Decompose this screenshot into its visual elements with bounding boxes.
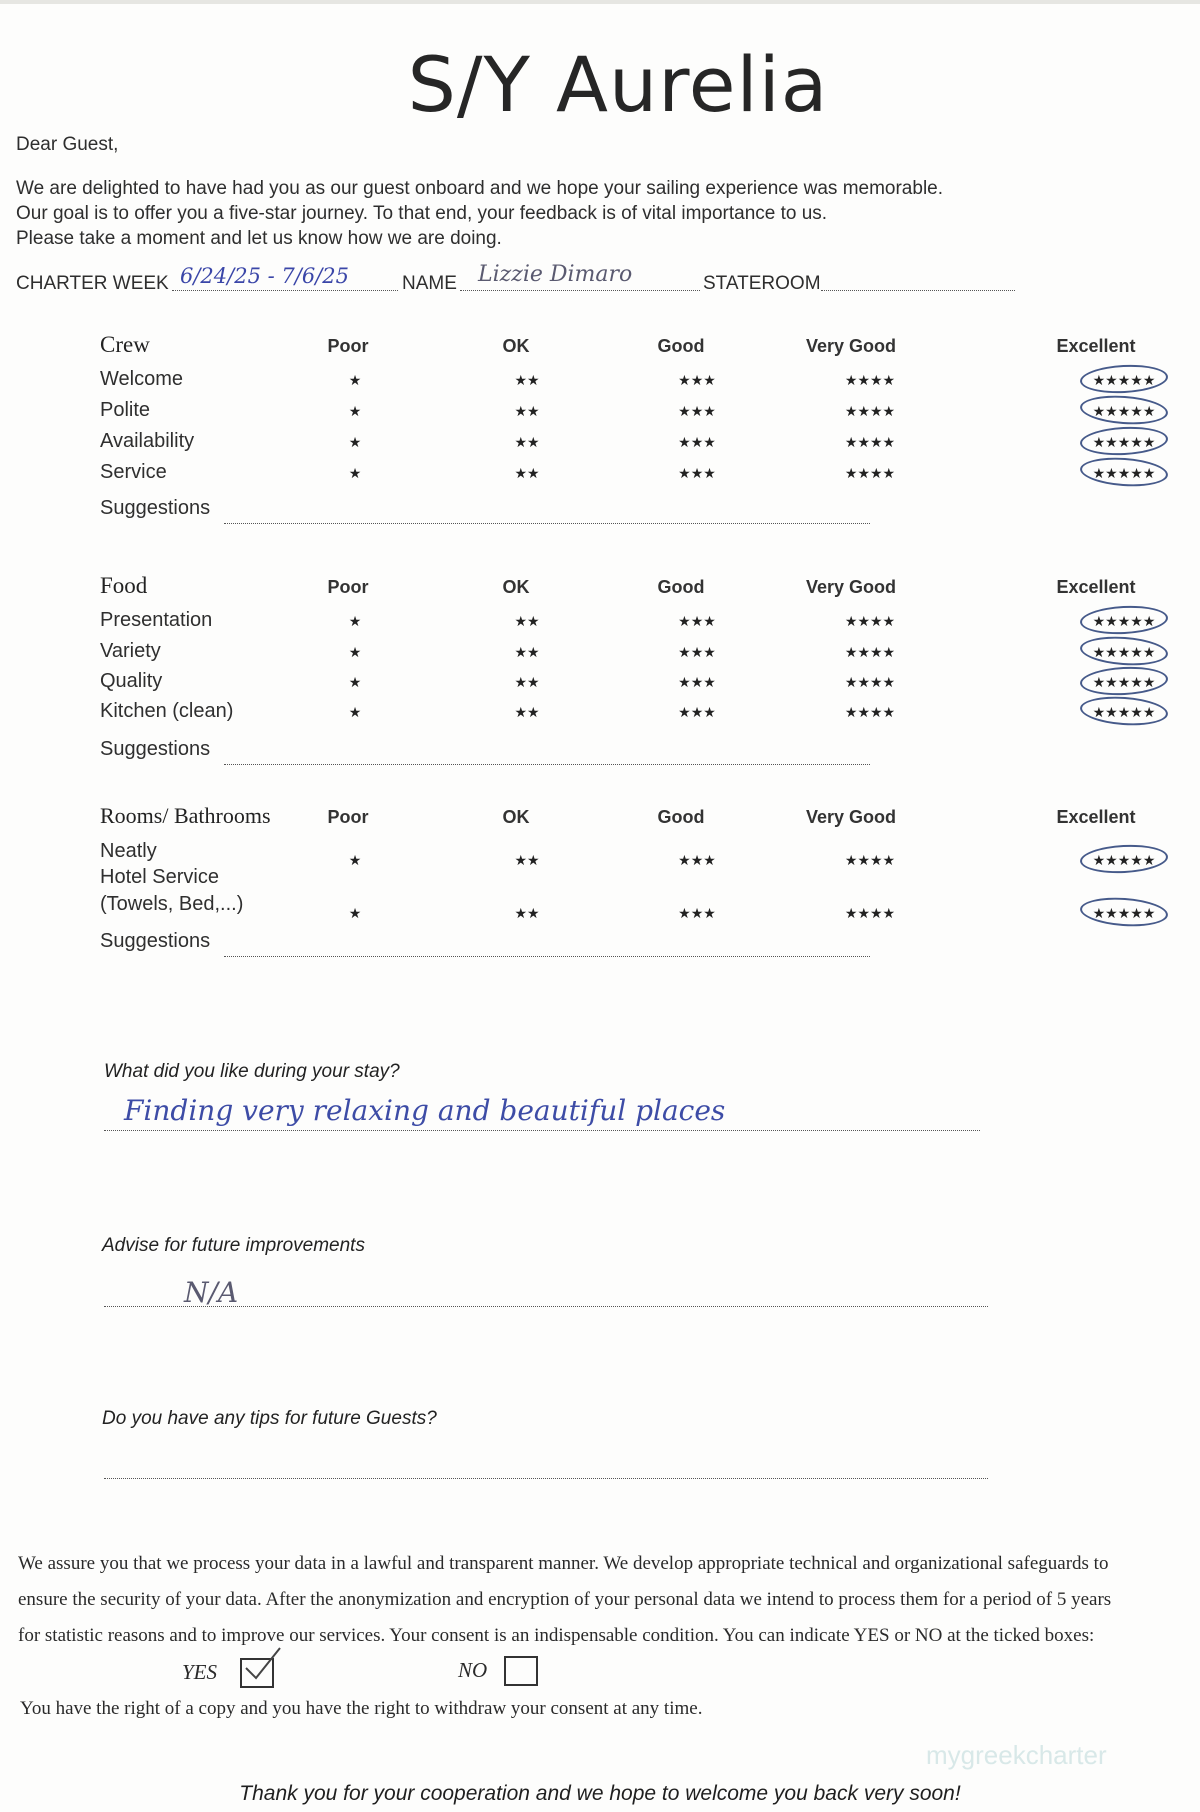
rating-option-5-stars[interactable]: ★★★★★: [1092, 644, 1156, 660]
no-checkbox[interactable]: [504, 1656, 538, 1686]
rating-option-1-stars[interactable]: ★: [348, 613, 362, 629]
rating-header-excellent: Excellent: [1056, 336, 1136, 356]
rating-option-1-stars[interactable]: ★: [348, 372, 362, 388]
rating-option-1-stars[interactable]: ★: [348, 704, 362, 720]
suggestions-line[interactable]: [224, 764, 870, 765]
suggestions-label: Suggestions: [100, 930, 211, 952]
section-title: Crew: [100, 332, 150, 357]
name-field[interactable]: [460, 290, 700, 291]
rating-header-poor: Poor: [327, 577, 369, 597]
rating-header-good: Good: [657, 577, 705, 597]
rating-option-5-stars[interactable]: ★★★★★: [1092, 704, 1156, 720]
no-label: NO: [458, 1658, 488, 1682]
rating-option-5-stars[interactable]: ★★★★★: [1092, 852, 1156, 868]
stateroom-label: STATEROOM: [703, 273, 821, 294]
rating-option-4-stars[interactable]: ★★★★: [844, 434, 896, 450]
rating-option-3-stars[interactable]: ★★★: [678, 905, 716, 921]
rating-header-ok: OK: [502, 577, 530, 597]
rating-option-4-stars[interactable]: ★★★★: [844, 613, 896, 629]
vessel-title: S/Y Aurelia: [407, 40, 829, 129]
selected-rating-circle: [1079, 694, 1169, 728]
rating-header-very-good: Very Good: [806, 577, 897, 597]
rating-header-excellent: Excellent: [1056, 577, 1136, 597]
rating-item-label: Neatly: [100, 840, 157, 862]
rating-option-2-stars[interactable]: ★★: [514, 704, 540, 720]
rating-item-label: Polite: [100, 399, 151, 421]
question-liked-answer: Finding very relaxing and beautiful places: [124, 1094, 726, 1127]
privacy-line-2: ensure the security of your data. After the anonymization and encryption of your personal data we intend to process them for a period of 5 years: [18, 1589, 1112, 1610]
charter-week-field[interactable]: [172, 290, 398, 291]
rating-option-5-stars[interactable]: ★★★★★: [1092, 674, 1156, 690]
rating-option-4-stars[interactable]: ★★★★: [844, 644, 896, 660]
rating-option-3-stars[interactable]: ★★★: [678, 434, 716, 450]
closing-line: Thank you for your cooperation and we hope to welcome you back very soon!: [239, 1782, 961, 1805]
rating-option-5-stars[interactable]: ★★★★★: [1092, 372, 1156, 388]
rating-option-1-stars[interactable]: ★: [348, 905, 362, 921]
suggestions-line[interactable]: [224, 956, 870, 957]
rating-option-5-stars[interactable]: ★★★★★: [1092, 465, 1156, 481]
question-improvements-answer: N/A: [184, 1276, 239, 1309]
yes-checkbox[interactable]: [240, 1658, 274, 1688]
rating-header-excellent: Excellent: [1056, 807, 1136, 827]
selected-rating-circle: [1079, 455, 1169, 489]
rating-option-1-stars[interactable]: ★: [348, 644, 362, 660]
intro-line-1: We are delighted to have had you as our guest onboard and we hope your sailing experience was memorable.: [16, 178, 944, 199]
privacy-line-3: for statistic reasons and to improve our services. Your consent is an indispensable condition. You can indicate YES or NO at the ticked boxes:: [18, 1625, 1095, 1646]
rating-option-4-stars[interactable]: ★★★★: [844, 674, 896, 690]
name-value: Lizzie Dimaro: [478, 262, 633, 287]
rating-header-poor: Poor: [327, 807, 369, 827]
rating-header-poor: Poor: [327, 336, 369, 356]
rating-item-label: Presentation: [100, 609, 213, 631]
rating-header-ok: OK: [502, 807, 530, 827]
yes-label: YES: [182, 1660, 218, 1684]
rating-option-3-stars[interactable]: ★★★: [678, 644, 716, 660]
suggestions-line[interactable]: [224, 523, 870, 524]
rating-item-label: Quality: [100, 670, 163, 692]
rating-header-good: Good: [657, 336, 705, 356]
rating-option-1-stars[interactable]: ★: [348, 674, 362, 690]
question-tips-label: Do you have any tips for future Guests?: [102, 1408, 437, 1429]
section-title: Food: [100, 573, 148, 598]
rating-option-5-stars[interactable]: ★★★★★: [1092, 403, 1156, 419]
selected-rating-circle: [1079, 665, 1168, 698]
rating-option-2-stars[interactable]: ★★: [514, 465, 540, 481]
selected-rating-circle: [1079, 425, 1168, 458]
rating-option-1-stars[interactable]: ★: [348, 434, 362, 450]
privacy-line-1: We assure you that we process your data in a lawful and transparent manner. We develop appropriate technical and organizational safeguards to: [18, 1553, 1109, 1574]
greeting: Dear Guest,: [16, 134, 119, 155]
intro-line-3: Please take a moment and let us know how we are doing.: [16, 228, 502, 249]
rating-item-label: Welcome: [100, 368, 183, 390]
selected-rating-circle: [1079, 393, 1169, 427]
rating-item-label: Variety: [100, 640, 161, 662]
rating-option-3-stars[interactable]: ★★★: [678, 674, 716, 690]
rating-option-2-stars[interactable]: ★★: [514, 905, 540, 921]
check-mark-icon: [240, 1644, 286, 1688]
rating-option-3-stars[interactable]: ★★★: [678, 852, 716, 868]
charter-week-label: CHARTER WEEK: [16, 273, 169, 294]
rating-option-4-stars[interactable]: ★★★★: [844, 852, 896, 868]
rating-item-label: Availability: [100, 430, 195, 452]
rights-line: You have the right of a copy and you have the right to withdraw your consent at any time.: [20, 1698, 703, 1719]
rating-header-good: Good: [657, 807, 705, 827]
rating-option-1-stars[interactable]: ★: [348, 465, 362, 481]
question-tips-line[interactable]: [104, 1478, 988, 1479]
rating-option-4-stars[interactable]: ★★★★: [844, 465, 896, 481]
rating-option-4-stars[interactable]: ★★★★: [844, 403, 896, 419]
stateroom-field[interactable]: [821, 290, 1015, 291]
rating-header-very-good: Very Good: [806, 807, 897, 827]
rating-option-4-stars[interactable]: ★★★★: [844, 704, 896, 720]
rating-option-1-stars[interactable]: ★: [348, 852, 362, 868]
selected-rating-circle: [1079, 895, 1169, 929]
rating-option-2-stars[interactable]: ★★: [514, 613, 540, 629]
rating-option-2-stars[interactable]: ★★: [514, 403, 540, 419]
rating-option-5-stars[interactable]: ★★★★★: [1092, 434, 1156, 450]
rating-option-3-stars[interactable]: ★★★: [678, 403, 716, 419]
rating-item-label: (Towels, Bed,...): [100, 893, 244, 915]
question-liked-label: What did you like during your stay?: [104, 1061, 400, 1082]
intro-line-2: Our goal is to offer you a five-star journey. To that end, your feedback is of vital importance to us.: [16, 203, 828, 224]
rating-option-4-stars[interactable]: ★★★★: [844, 905, 896, 921]
rating-option-3-stars[interactable]: ★★★: [678, 613, 716, 629]
selected-rating-circle: [1079, 604, 1168, 637]
watermark-logo: mygreekcharter: [926, 1740, 1107, 1770]
rating-option-3-stars[interactable]: ★★★: [678, 465, 716, 481]
rating-option-1-stars[interactable]: ★: [348, 403, 362, 419]
rating-option-2-stars[interactable]: ★★: [514, 434, 540, 450]
rating-header-ok: OK: [502, 336, 530, 356]
name-label: NAME: [402, 273, 457, 294]
selected-rating-circle: [1079, 843, 1168, 876]
question-improvements-label: Advise for future improvements: [102, 1235, 365, 1256]
rating-option-4-stars[interactable]: ★★★★: [844, 372, 896, 388]
suggestions-label: Suggestions: [100, 497, 211, 519]
section-title: Rooms/ Bathrooms: [100, 803, 271, 828]
rating-option-3-stars[interactable]: ★★★: [678, 372, 716, 388]
rating-option-2-stars[interactable]: ★★: [514, 644, 540, 660]
rating-option-2-stars[interactable]: ★★: [514, 674, 540, 690]
rating-option-5-stars[interactable]: ★★★★★: [1092, 613, 1156, 629]
question-liked-line[interactable]: [104, 1130, 980, 1131]
rating-option-2-stars[interactable]: ★★: [514, 372, 540, 388]
rating-option-3-stars[interactable]: ★★★: [678, 704, 716, 720]
rating-item-label: Hotel Service: [100, 866, 219, 888]
rating-header-very-good: Very Good: [806, 336, 897, 356]
rating-option-5-stars[interactable]: ★★★★★: [1092, 905, 1156, 921]
selected-rating-circle: [1079, 634, 1169, 668]
scan-top-edge: [0, 0, 1200, 4]
rating-option-2-stars[interactable]: ★★: [514, 852, 540, 868]
suggestions-label: Suggestions: [100, 738, 211, 760]
selected-rating-circle: [1079, 363, 1168, 396]
rating-item-label: Service: [100, 461, 167, 483]
charter-week-value: 6/24/25 - 7/6/25: [180, 264, 349, 288]
rating-item-label: Kitchen (clean): [100, 700, 234, 722]
